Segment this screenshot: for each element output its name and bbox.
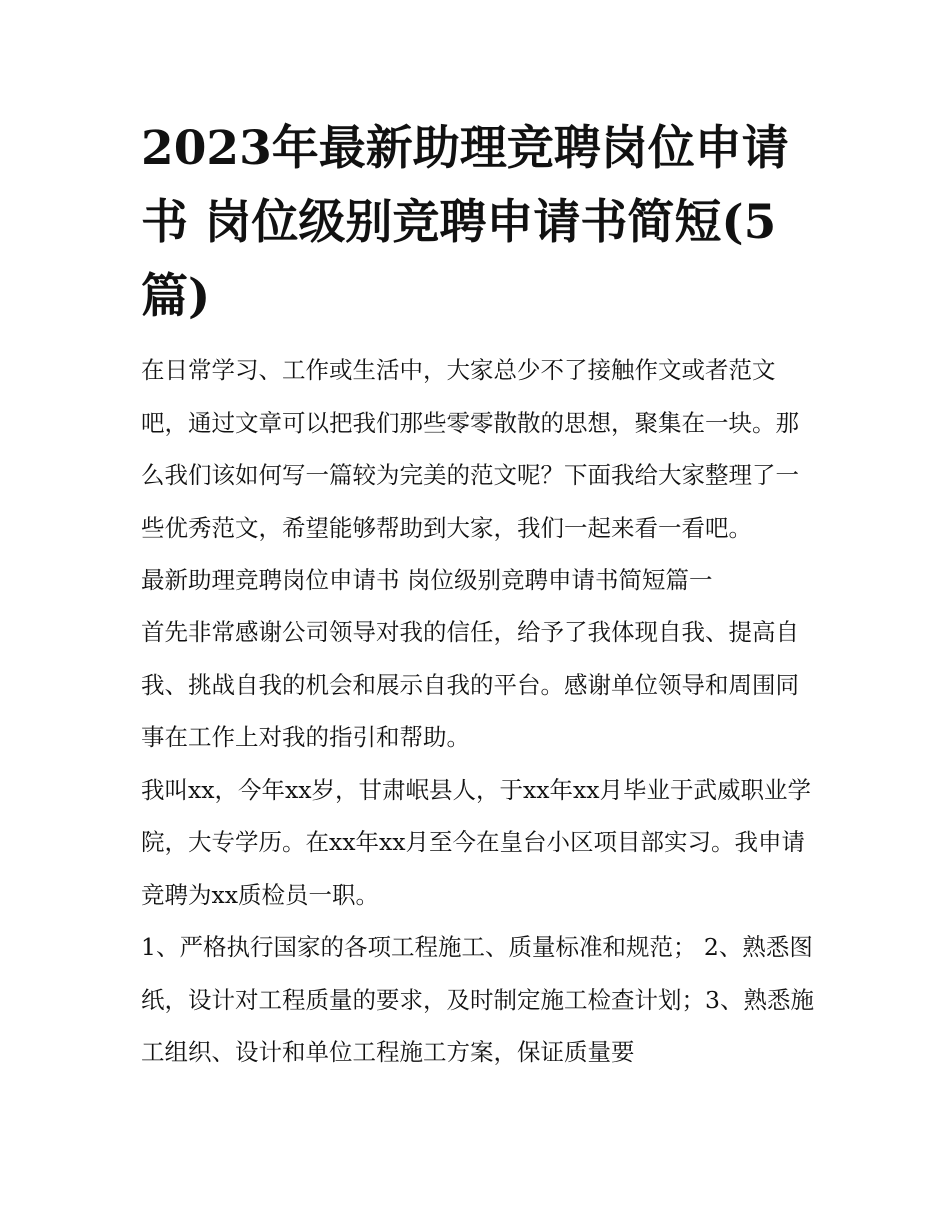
thanks-paragraph: 首先非常感谢公司领导对我的信任，给予了我体现自我、提高自我、挑战自我的机会和展示自我的平台。感谢单位领导和周围同事在工作上对我的指引和帮助。 <box>141 618 799 751</box>
self-introduction-paragraph: 我叫xx，今年xx岁，甘肃岷县人，于xx年xx月毕业于武威职业学院，大专学历。在xx年xx月至今在皇台小区项目部实习。我申请竞聘为xx质检员一职。 <box>141 775 812 909</box>
document-title: 2023年最新助理竞聘岗位申请书 岗位级别竞聘申请书简短(5篇) <box>141 121 789 324</box>
intro-paragraph: 在日常学习、工作或生活中，大家总少不了接触作文或者范文吧，通过文章可以把我们那些零零散散的思想，聚集在一块。那么我们该如何写一篇较为完美的范文呢？下面我给大家整理了一些优秀范文，希望能够帮助到大家，我们一起来看一看吧。 <box>141 356 799 542</box>
document-body <box>141 112 816 1079</box>
duties-paragraph: 1、严格执行国家的各项工程施工、质量标准和规范； 2、熟悉图纸，设计对工程质量的要求，及时制定施工检查计划；3、熟悉施工组织、设计和单位工程施工方案，保证质量要 <box>141 933 814 1066</box>
section-heading: 最新助理竞聘岗位申请书 岗位级别竞聘申请书简短篇一 <box>141 566 713 594</box>
